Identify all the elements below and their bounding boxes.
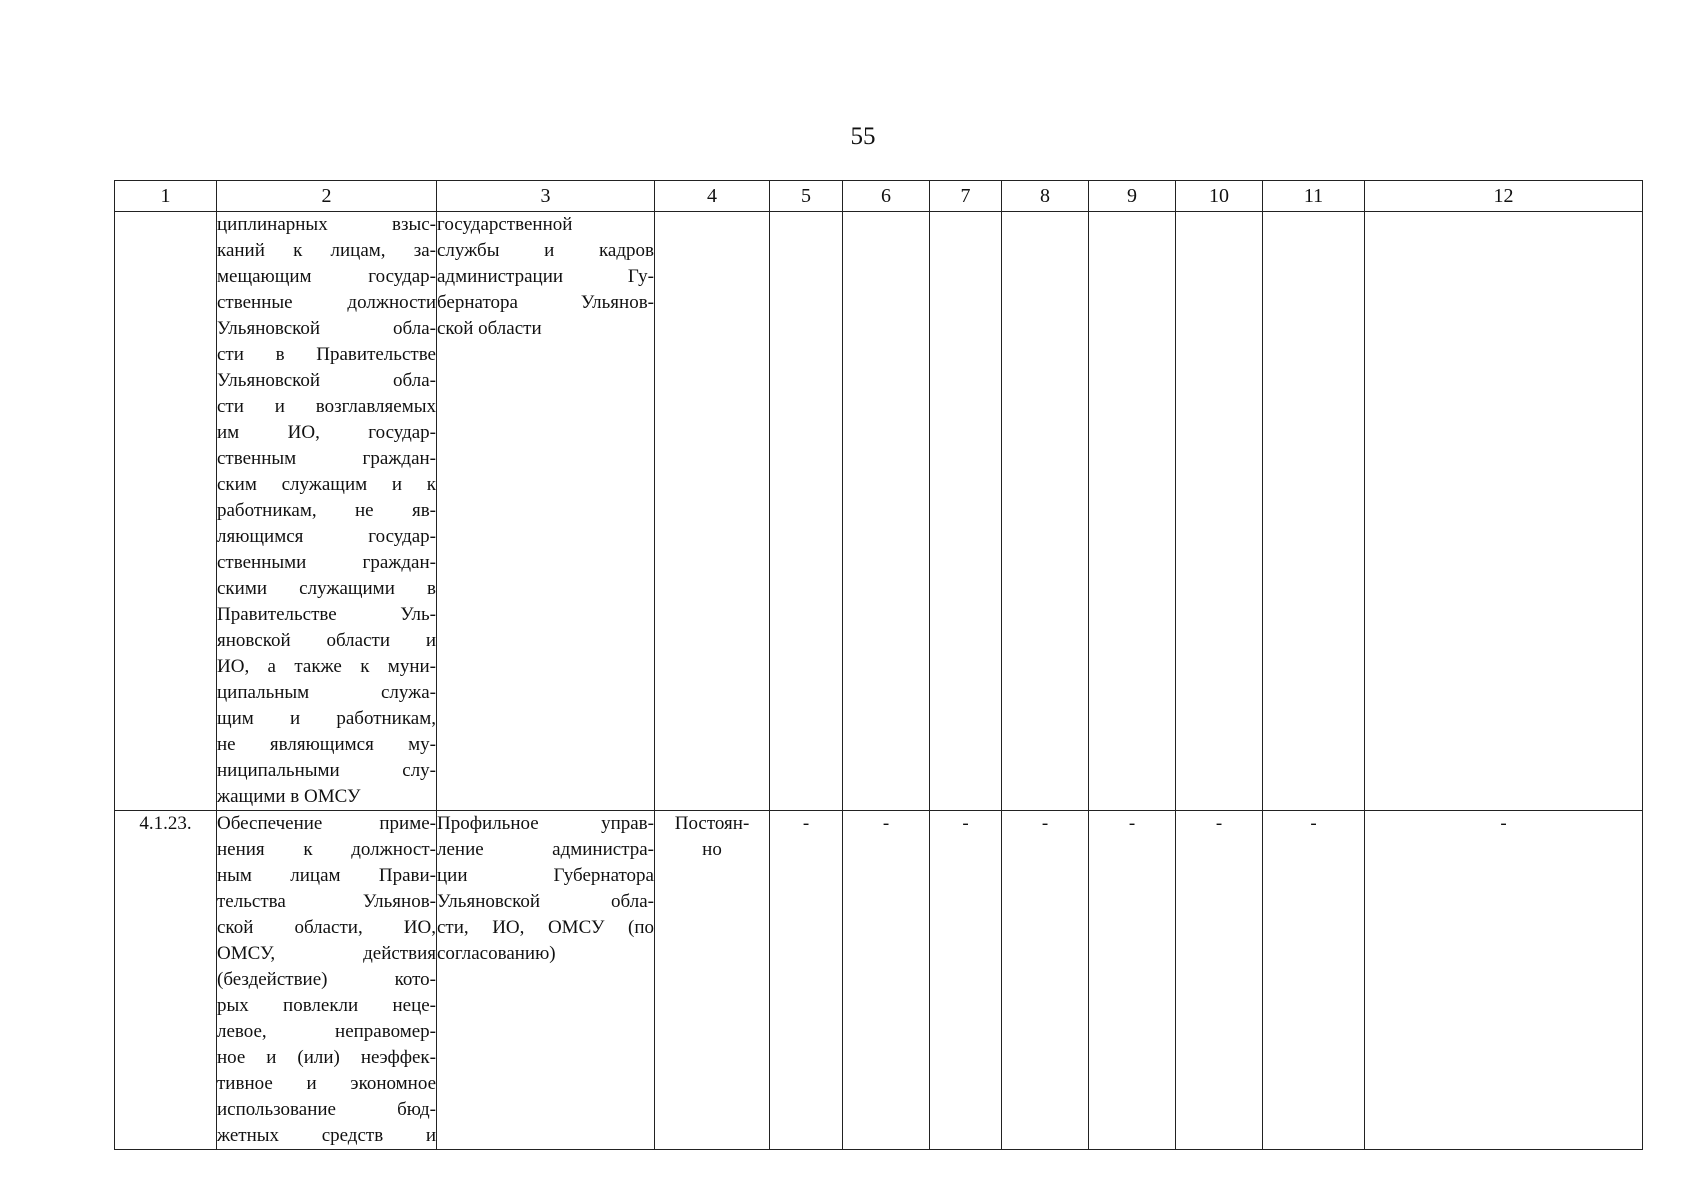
text-line: им ИО, государ- xyxy=(217,422,436,443)
text-line: яновской области и xyxy=(217,630,436,651)
text-line: ляющимся государ- xyxy=(217,526,436,547)
text-line: тивное и экономное xyxy=(217,1073,436,1094)
text-line: циплинарных взыс- xyxy=(217,214,436,235)
value-cell: - xyxy=(770,811,843,1150)
term-cell xyxy=(655,212,770,811)
text-line: ление администра- xyxy=(437,839,654,860)
header-cell: 2 xyxy=(217,181,437,212)
text-line: нения к должност- xyxy=(217,839,436,860)
text-line: левое, неправомер- xyxy=(217,1021,436,1042)
text-line: работникам, не яв- xyxy=(217,500,436,521)
text-line: Постоян- xyxy=(674,813,750,834)
header-cell: 10 xyxy=(1176,181,1263,212)
text-line: использование бюд- xyxy=(217,1099,436,1120)
text-line: жащими в ОМСУ xyxy=(217,786,361,807)
text-line: ципальным служа- xyxy=(217,682,436,703)
header-cell: 12 xyxy=(1365,181,1643,212)
text-line: сти и возглавляемых xyxy=(217,396,436,417)
text-line: ИО, а также к муни- xyxy=(217,656,436,677)
text-line: скими служащими в xyxy=(217,578,436,599)
text-line: Ульяновской обла- xyxy=(437,891,654,912)
header-cell: 5 xyxy=(770,181,843,212)
table-row xyxy=(115,212,1643,811)
text-line: Ульяновской обла- xyxy=(217,370,436,391)
text-line: ской области, ИО, xyxy=(217,917,436,938)
text-line: согласованию) xyxy=(437,943,556,964)
text-line: ственным граждан- xyxy=(217,448,436,469)
text-line: Обеспечение приме- xyxy=(217,813,436,834)
value-cell: - xyxy=(1365,811,1643,1150)
value-cell xyxy=(930,212,1002,811)
value-cell: - xyxy=(930,811,1002,1150)
text-line: жетных средств и xyxy=(217,1125,436,1146)
text-line: ции Губернатора xyxy=(437,865,654,886)
item-number-cell xyxy=(115,212,217,811)
page-number: 55 xyxy=(850,123,876,150)
text-line: службы и кадров xyxy=(437,240,654,261)
responsible-cell xyxy=(437,811,655,1150)
header-cell: 7 xyxy=(930,181,1002,212)
header-row xyxy=(115,181,1643,212)
measure-cell xyxy=(217,212,437,811)
text-line: каний к лицам, за- xyxy=(217,240,436,261)
term-cell xyxy=(655,811,770,1150)
text-line: сти, ИО, ОМСУ (по xyxy=(437,917,654,938)
header-cell: 6 xyxy=(843,181,930,212)
responsible-cell xyxy=(437,212,655,811)
header-cell: 1 xyxy=(115,181,217,212)
text-line: государственной xyxy=(437,214,573,235)
value-cell: - xyxy=(1263,811,1365,1150)
document-table xyxy=(114,180,1643,1150)
text-line: щим и работникам, xyxy=(217,708,436,729)
measure-cell xyxy=(217,811,437,1150)
text-line: Профильное управ- xyxy=(437,813,654,834)
value-cell xyxy=(1263,212,1365,811)
value-cell xyxy=(843,212,930,811)
value-cell xyxy=(1365,212,1643,811)
text-line: ОМСУ, действия xyxy=(217,943,436,964)
text-line: бернатора Ульянов- xyxy=(437,292,654,313)
value-cell: - xyxy=(1089,811,1176,1150)
text-line: ским служащим и к xyxy=(217,474,436,495)
header-cell: 8 xyxy=(1002,181,1089,212)
text-line: ное и (или) неэффек- xyxy=(217,1047,436,1068)
item-number-cell: 4.1.23. xyxy=(115,811,217,1150)
text-line: но xyxy=(702,839,722,860)
value-cell: - xyxy=(1176,811,1263,1150)
value-cell xyxy=(1002,212,1089,811)
header-cell: 3 xyxy=(437,181,655,212)
text-line: не являющимся му- xyxy=(217,734,436,755)
value-cell: - xyxy=(843,811,930,1150)
table-row xyxy=(115,811,1643,1150)
text-line: ниципальными слу- xyxy=(217,760,436,781)
text-line: (бездействие) кото- xyxy=(217,969,436,990)
text-line: ственными граждан- xyxy=(217,552,436,573)
text-line: сти в Правительстве xyxy=(217,344,436,365)
header-cell: 11 xyxy=(1263,181,1365,212)
header-cell: 9 xyxy=(1089,181,1176,212)
value-cell xyxy=(1089,212,1176,811)
text-line: ской области xyxy=(437,318,542,339)
value-cell: - xyxy=(1002,811,1089,1150)
text-line: администрации Гу- xyxy=(437,266,654,287)
text-line: ным лицам Прави- xyxy=(217,865,436,886)
value-cell xyxy=(770,212,843,811)
text-line: рых повлекли неце- xyxy=(217,995,436,1016)
text-line: ственные должности xyxy=(217,292,436,313)
value-cell xyxy=(1176,212,1263,811)
text-line: мещающим государ- xyxy=(217,266,436,287)
text-line: тельства Ульянов- xyxy=(217,891,436,912)
header-cell: 4 xyxy=(655,181,770,212)
text-line: Ульяновской обла- xyxy=(217,318,436,339)
text-line: Правительстве Уль- xyxy=(217,604,436,625)
